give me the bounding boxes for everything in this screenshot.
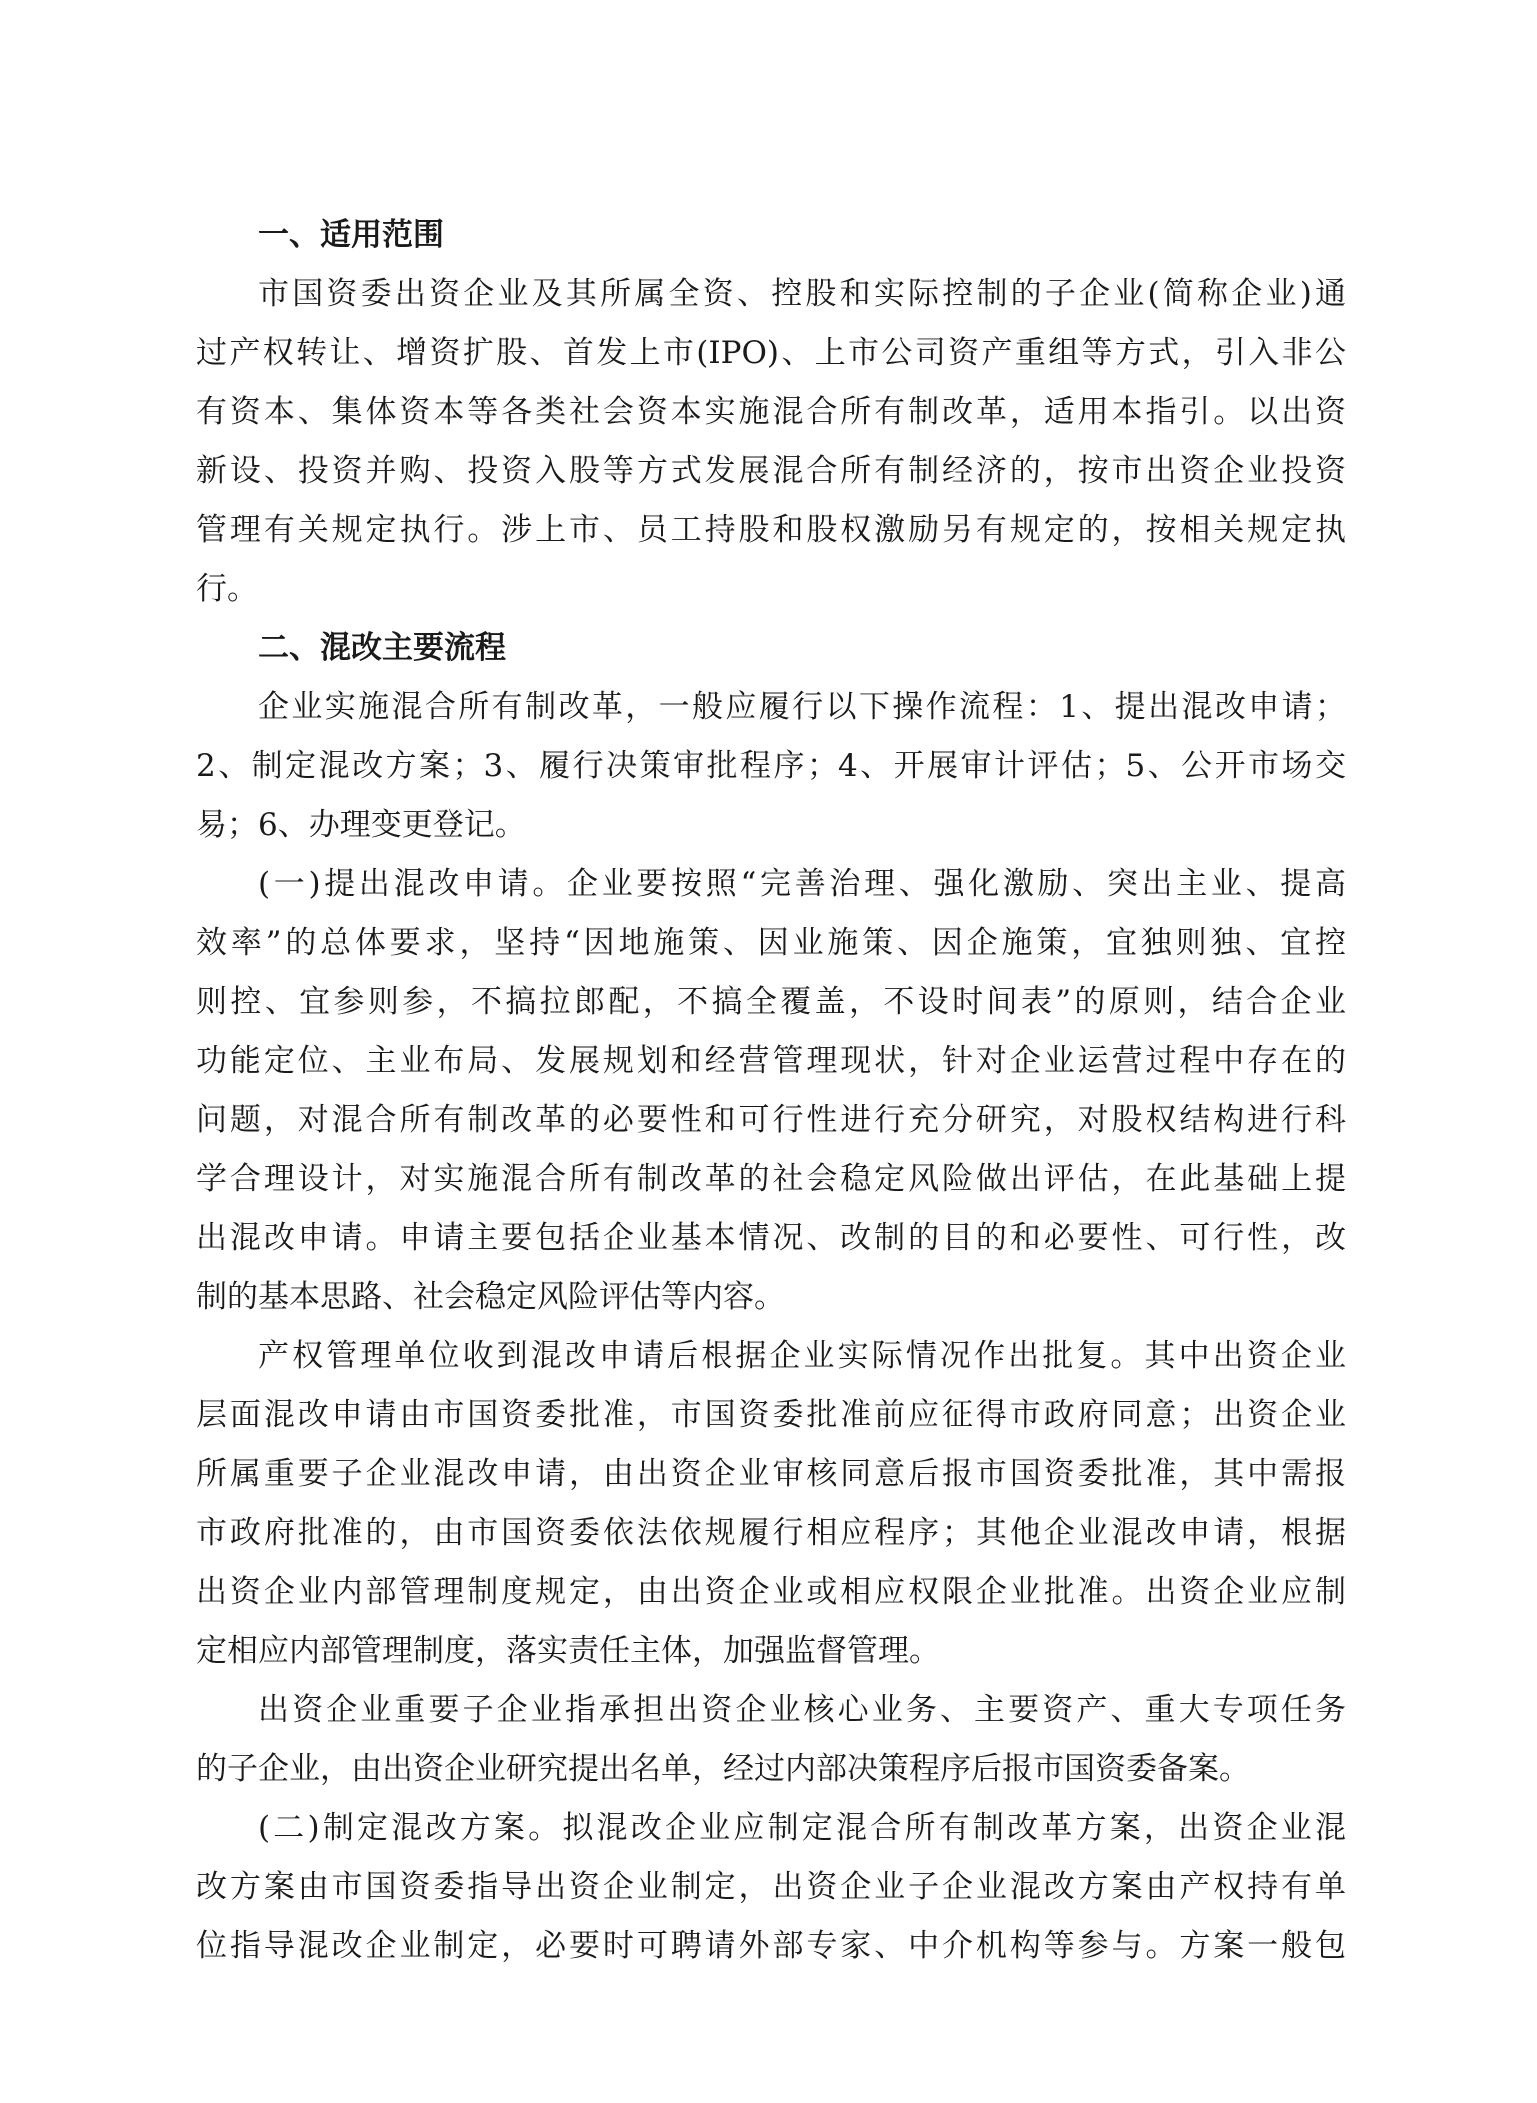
text-line: 定相应内部管理制度，落实责任主体，加强监督管理。 bbox=[196, 1633, 940, 1669]
text-line: 位指导混改企业制定，必要时可聘请外部专家、中介机构等参与。方案一般包 bbox=[196, 1928, 1346, 1964]
paragraph-process-intro bbox=[196, 678, 1346, 855]
text-line: 的子企业，由出资企业研究提出名单，经过内部决策程序后报市国资委备案。 bbox=[196, 1751, 1250, 1787]
paragraph-scope bbox=[196, 265, 1346, 619]
text-line: 市政府批准的，由市国资委依法依规履行相应程序；其他企业混改申请，根据 bbox=[196, 1515, 1346, 1551]
text-line: 则控、宜参则参，不搞拉郎配，不搞全覆盖，不设时间表”的原则，结合企业 bbox=[196, 984, 1346, 1020]
paragraph-submit-application bbox=[196, 855, 1346, 1327]
text-line: 易；6、办理变更登记。 bbox=[196, 807, 526, 843]
text-line: 出混改申请。申请主要包括企业基本情况、改制的目的和必要性、可行性，改 bbox=[196, 1220, 1346, 1256]
text-line: 功能定位、主业布局、发展规划和经营管理现状，针对企业运营过程中存在的 bbox=[196, 1043, 1346, 1079]
paragraph-approval bbox=[196, 1327, 1346, 1681]
text-line: 管理有关规定执行。涉上市、员工持股和股权激励另有规定的，按相关规定执 bbox=[196, 512, 1346, 548]
text-line: 市国资委出资企业及其所属全资、控股和实际控制的子企业(简称企业)通 bbox=[258, 276, 1346, 312]
text-line: 制的基本思路、社会稳定风险评估等内容。 bbox=[196, 1279, 785, 1315]
document-body bbox=[196, 206, 1346, 1976]
text-line: 层面混改申请由市国资委批准，市国资委批准前应征得市政府同意；出资企业 bbox=[196, 1397, 1346, 1433]
text-line: 改方案由市国资委指导出资企业制定，出资企业子企业混改方案由产权持有单 bbox=[196, 1869, 1346, 1905]
text-line: 有资本、集体资本等各类社会资本实施混合所有制改革，适用本指引。以出资 bbox=[196, 394, 1346, 430]
text-line: 效率”的总体要求，坚持“因地施策、因业施策、因企施策，宜独则独、宜控 bbox=[196, 925, 1346, 961]
text-line: 产权管理单位收到混改申请后根据企业实际情况作出批复。其中出资企业 bbox=[258, 1338, 1346, 1374]
text-line: 行。 bbox=[196, 571, 258, 607]
text-line: 出资企业重要子企业指承担出资企业核心业务、主要资产、重大专项任务 bbox=[258, 1692, 1346, 1728]
text-line: 问题，对混合所有制改革的必要性和可行性进行充分研究，对股权结构进行科 bbox=[196, 1102, 1346, 1138]
text-line: (二)制定混改方案。拟混改企业应制定混合所有制改革方案，出资企业混 bbox=[258, 1810, 1346, 1846]
text-line: 学合理设计，对实施混合所有制改革的社会稳定风险做出评估，在此基础上提 bbox=[196, 1161, 1346, 1197]
paragraph-formulate-plan bbox=[196, 1799, 1346, 1976]
text-line: 企业实施混合所有制改革，一般应履行以下操作流程：1、提出混改申请； bbox=[258, 689, 1346, 725]
text-line: 所属重要子企业混改申请，由出资企业审核同意后报市国资委批准，其中需报 bbox=[196, 1456, 1346, 1492]
text-line: (一)提出混改申请。企业要按照“完善治理、强化激励、突出主业、提高 bbox=[258, 866, 1346, 902]
paragraph-important-subsidiary bbox=[196, 1681, 1346, 1799]
section-heading-scope: 一、适用范围 bbox=[258, 217, 444, 253]
text-line: 2、制定混改方案；3、履行决策审批程序；4、开展审计评估；5、公开市场交 bbox=[196, 748, 1346, 784]
text-line: 出资企业内部管理制度规定，由出资企业或相应权限企业批准。出资企业应制 bbox=[196, 1574, 1346, 1610]
text-line: 新设、投资并购、投资入股等方式发展混合所有制经济的，按市出资企业投资 bbox=[196, 453, 1346, 489]
section-heading-process: 二、混改主要流程 bbox=[258, 630, 506, 666]
text-line: 过产权转让、增资扩股、首发上市(IPO)、上市公司资产重组等方式，引入非公 bbox=[196, 335, 1346, 371]
